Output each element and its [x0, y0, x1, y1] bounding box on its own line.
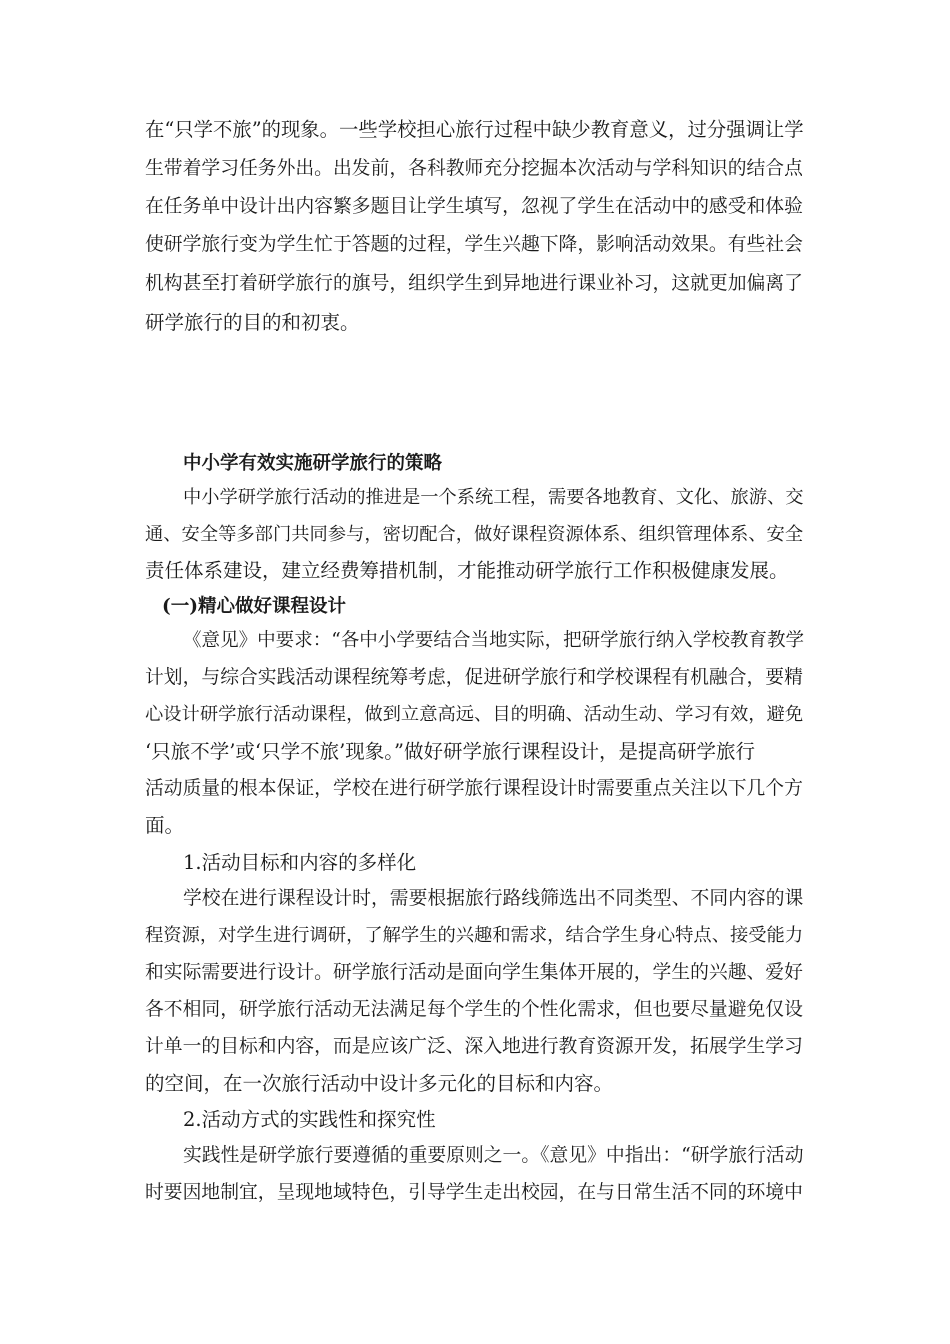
item1-heading: 1.活动目标和内容的多样化: [183, 851, 417, 874]
subsection-line-4: ‘只旅不学’或‘只学不旅’现象。”做好研学旅行课程设计，是提高研学旅行: [145, 740, 756, 763]
section-line-2: 通、安全等多部门共同参与，密切配合，做好课程资源体系、组织管理体系、安全: [145, 524, 804, 545]
intro-line-3: 在任务单中设计出内容繁多题目让学生填写，忽视了学生在活动中的感受和体验: [145, 196, 803, 217]
section-heading: 中小学有效实施研学旅行的策略: [183, 453, 443, 474]
item1-line-4: 各不相同，研学旅行活动无法满足每个学生的个性化需求，但也要尽量避免仅设: [145, 999, 803, 1020]
section-line-3: 责任体系建设，建立经费筹措机制，才能推动研学旅行工作积极健康发展。: [145, 559, 789, 582]
item2-line-1: 实践性是研学旅行要遵循的重要原则之一。《意见》中指出：“研学旅行活动: [183, 1145, 804, 1166]
intro-line-4: 使研学旅行变为学生忙于答题的过程，学生兴趣下降，影响活动效果。有些社会: [145, 234, 803, 255]
section-line-1: 中小学研学旅行活动的推进是一个系统工程，需要各地教育、文化、旅游、交: [183, 487, 804, 508]
subsection-line-3: 心设计研学旅行活动课程，做到立意高远、目的明确、活动生动、学习有效，避免: [145, 704, 804, 725]
item1-line-1: 学校在进行课程设计时，需要根据旅行路线筛选出不同类型、不同内容的课: [183, 888, 804, 909]
item2-heading: 2.活动方式的实践性和探究性: [183, 1108, 436, 1131]
subsection-line-2: 计划，与综合实践活动课程统筹考虑，促进研学旅行和学校课程有机融合，要精: [145, 667, 803, 688]
item1-line-3: 和实际需要进行设计。研学旅行活动是面向学生集体开展的，学生的兴趣、爱好: [145, 962, 803, 983]
subsection-line-6: 面。: [145, 814, 185, 837]
subsection-line-5: 活动质量的根本保证，学校在进行研学旅行课程设计时需要重点关注以下几个方: [145, 778, 803, 799]
intro-line-6: 研学旅行的目的和初衷。: [145, 311, 360, 334]
intro-line-2: 生带着学习任务外出。出发前，各科教师充分挖掘本次活动与学科知识的结合点: [145, 158, 803, 179]
intro-line-5: 机构甚至打着研学旅行的旗号，组织学生到异地进行课业补习，这就更加偏离了: [145, 273, 803, 294]
item2-line-2: 时要因地制宜，呈现地域特色，引导学生走出校园，在与日常生活不同的环境中: [145, 1182, 803, 1203]
subsection-heading: (一)精心做好课程设计: [162, 596, 347, 617]
item1-line-2: 程资源，对学生进行调研，了解学生的兴趣和需求，结合学生身心特点、接受能力: [145, 925, 804, 946]
item1-line-5: 计单一的目标和内容，而是应该广泛、深入地进行教育资源开发，拓展学生学习: [145, 1036, 803, 1057]
subsection-line-1: 《意见》中要求：“各中小学要结合当地实际，把研学旅行纳入学校教育教学: [183, 630, 805, 651]
item1-line-6: 的空间，在一次旅行活动中设计多元化的目标和内容。: [145, 1072, 614, 1095]
intro-line-1: 在“只学不旅”的现象。一些学校担心旅行过程中缺少教育意义，过分强调让学: [145, 118, 804, 141]
